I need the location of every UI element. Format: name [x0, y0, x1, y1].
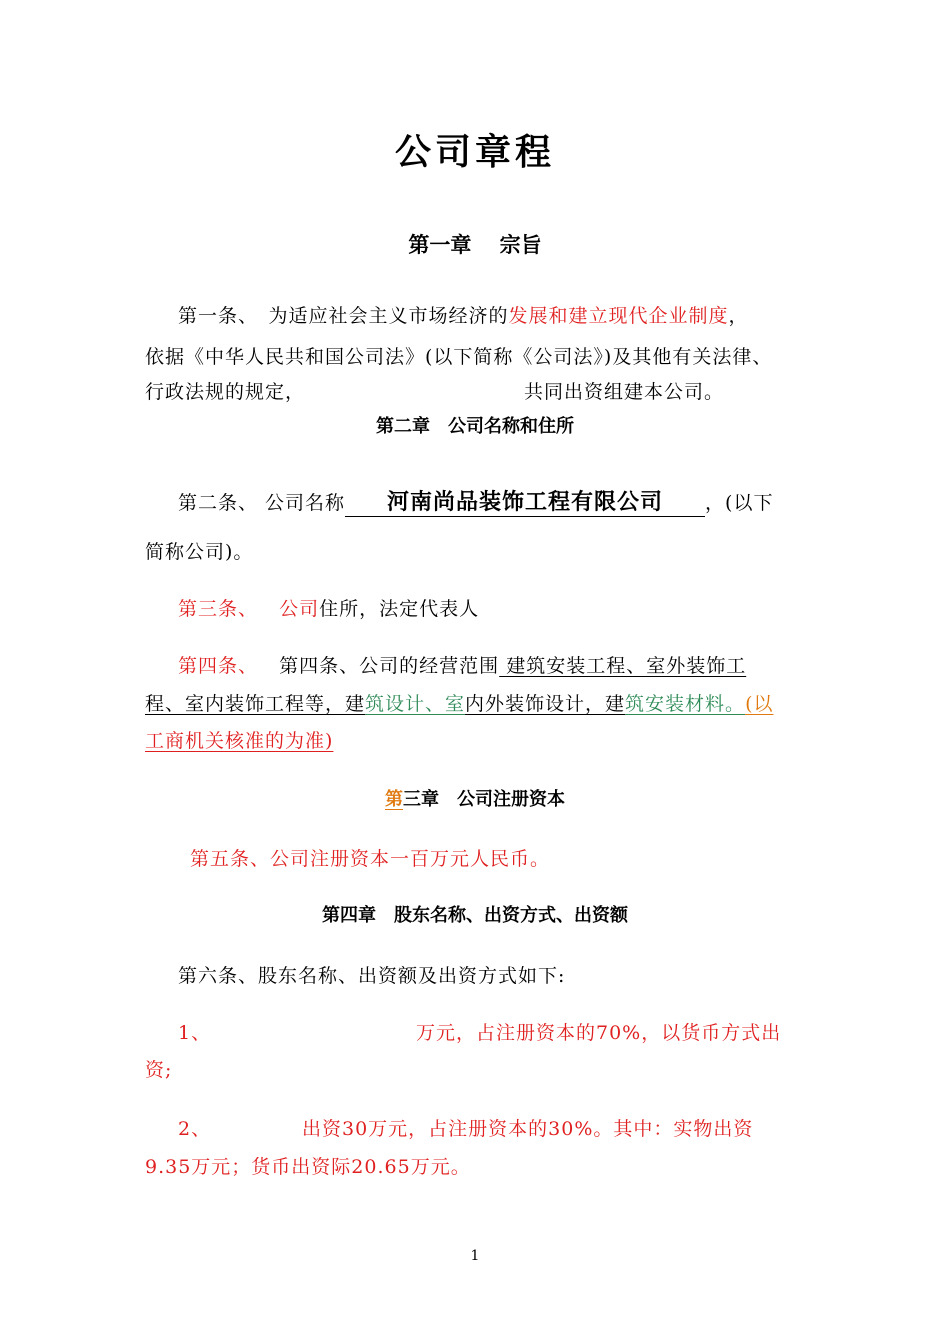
article-3-subject: 公司 — [279, 598, 320, 620]
article-1-line-3b: 共同出资组建本公司。 — [524, 381, 725, 403]
article-1-comma: ， — [728, 305, 749, 327]
article-1-text: 第一条、 为适应社会主义市场经济的 — [178, 305, 509, 327]
article-5: 第五条、公司注册资本一百万元人民币。 — [190, 848, 551, 870]
article-4-scope-1: 建筑安装工程、室外装饰工 — [499, 655, 747, 677]
chapter-2-heading: 第二章 公司名称和住所 — [376, 416, 574, 437]
company-name-field — [345, 485, 705, 517]
article-4-scope-2c: 内外装饰设计，建 — [465, 693, 626, 715]
article-4-line-2 — [145, 689, 773, 716]
item-1-number: 1、 — [178, 1022, 212, 1044]
chapter-3-first-char: 第 — [385, 789, 403, 810]
document-title: 公司章程 — [394, 132, 555, 173]
article-4-line-3: 工商机关核准的为准) — [145, 730, 334, 752]
article-4-intro: 第四条、公司的经营范围 — [279, 655, 500, 677]
article-1-line-3a: 行政法规的规定， — [145, 381, 306, 403]
item-2-line-2: 9.35万元；货币出资际20.65万元。 — [145, 1156, 471, 1178]
page-number: 1 — [470, 1248, 480, 1264]
chapter-3-rest: 三章 公司注册资本 — [403, 789, 565, 810]
chapter-4-heading: 第四章 股东名称、出资方式、出资额 — [322, 905, 628, 926]
article-4-scope-2b: 筑设计、室 — [365, 693, 466, 715]
item-2-text: 出资30万元，占注册资本的30%。其中：实物出资 — [302, 1118, 754, 1140]
item-1-text: 万元，占注册资本的70%，以货币方式出 — [416, 1022, 782, 1044]
article-1-line-1 — [178, 301, 749, 328]
article-4-scope-2a: 程、室内装饰工程等，建 — [145, 693, 366, 715]
article-4-scope-2d: 筑安装材料。 — [625, 693, 746, 715]
article-2-line-2: 简称公司)。 — [145, 541, 254, 563]
article-1-line-2: 依据《中华人民共和国公司法》(以下简称《公司法》)及其他有关法律、 — [145, 346, 773, 368]
article-2-line-1 — [178, 485, 773, 517]
article-3-text: 住所，法定代表人 — [319, 598, 480, 620]
article-4-scope-2e: (以 — [745, 693, 774, 715]
article-3-label: 第三条、 — [178, 598, 259, 620]
article-2-prefix: 第二条、 公司名称 — [178, 492, 346, 514]
article-6: 第六条、股东名称、出资额及出资方式如下: — [178, 965, 566, 987]
article-1-highlight: 发展和建立现代企业制度 — [508, 305, 729, 327]
item-1-line-2: 资; — [145, 1059, 173, 1081]
article-3 — [178, 594, 479, 621]
article-2-suffix: ，(以下 — [705, 492, 774, 514]
item-2-number: 2、 — [178, 1118, 212, 1140]
chapter-1-heading: 第一章 宗旨 — [408, 233, 542, 257]
chapter-3-heading — [0, 785, 950, 811]
article-4-line-1 — [178, 651, 746, 678]
article-4-label: 第四条、 — [178, 655, 259, 677]
company-name: 河南尚品装饰工程有限公司 — [387, 490, 664, 515]
